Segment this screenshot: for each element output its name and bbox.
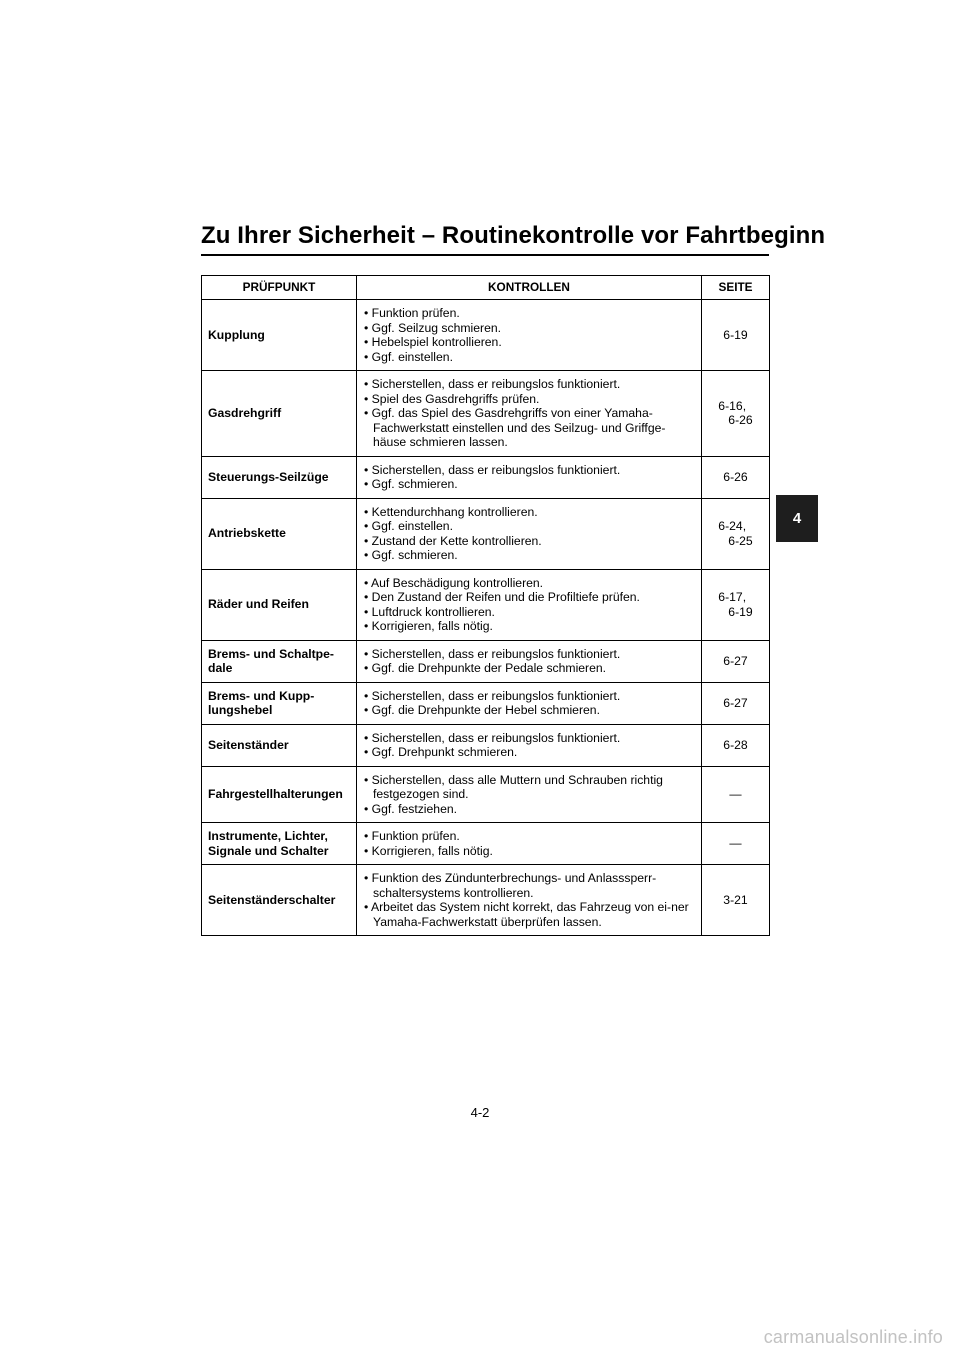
check-bullet: [364, 377, 695, 392]
check-bullet: [364, 900, 695, 929]
check-text: Den Zustand der Reifen und die Profiltiefe prüfen.: [371, 590, 640, 604]
check-text: Hebelspiel kontrollieren.: [371, 335, 502, 349]
page-reference-line: 6-24,: [718, 519, 747, 533]
check-text: Funktion prüfen.: [371, 829, 460, 843]
check-text: Korrigieren, falls nötig.: [371, 843, 493, 858]
check-text: Ggf. Seilzug schmieren.: [371, 320, 502, 335]
page-reference-line: 6-19: [728, 604, 753, 619]
bullet-dot: •: [364, 619, 372, 633]
page-reference: 6-27: [723, 695, 748, 710]
bullet-dot: •: [364, 335, 372, 349]
table-row: [202, 766, 770, 823]
page-ref-cell: [702, 498, 770, 569]
check-item: Instrumente, Lichter, Signale und Schalter: [202, 823, 357, 865]
table-row: [202, 865, 770, 936]
page-ref-cell: [702, 371, 770, 457]
check-item: Räder und Reifen: [202, 569, 357, 640]
check-text: Sicherstellen, dass er reibungslos funktioniert.: [371, 688, 621, 703]
check-text: Funktion des Zündunterbrechungs- und Anlasssperr-schaltersystems kontrollieren.: [371, 871, 657, 900]
page-ref-cell: [702, 865, 770, 936]
check-item: Seitenständerschalter: [202, 865, 357, 936]
table-row: [202, 569, 770, 640]
bullet-dot: •: [364, 829, 372, 843]
page-ref-cell: [702, 456, 770, 498]
check-item: Gasdrehgriff: [202, 371, 357, 457]
page-reference: 3-21: [723, 892, 748, 907]
bullet-dot: •: [364, 772, 372, 787]
check-text: Kettendurchhang kontrollieren.: [371, 504, 538, 519]
page-ref-cell: [702, 640, 770, 682]
bullet-dot: •: [364, 533, 372, 548]
page-reference-line: 6-16,: [718, 398, 747, 413]
check-text: Luftdruck kontrollieren.: [371, 604, 495, 619]
bullet-dot: •: [364, 519, 372, 533]
table-row: [202, 724, 770, 766]
header-kontrollen: KONTROLLEN: [357, 276, 702, 300]
check-list: [357, 456, 702, 498]
check-text: Arbeitet das System nicht korrekt, das Fahrzeug von ei-ner Yamaha-Fachwerkstatt überprüfen lassen.: [370, 900, 689, 929]
check-bullet: [364, 829, 695, 844]
check-text: Sicherstellen, dass er reibungslos funktioniert.: [371, 646, 621, 661]
page-ref-cell: [702, 766, 770, 823]
check-list: [357, 766, 702, 823]
bullet-dot: •: [364, 646, 372, 661]
table-body: [202, 300, 770, 936]
bullet-dot: •: [364, 703, 372, 717]
check-bullet: [364, 350, 695, 365]
watermark: carmanualsonline.info: [763, 1327, 943, 1347]
check-bullet: [364, 773, 695, 802]
page-reference-line: 6-17,: [718, 590, 747, 604]
bullet-dot: •: [364, 730, 372, 745]
bullet-dot: •: [364, 320, 372, 335]
check-bullet: [364, 548, 695, 563]
chapter-tab: 4: [776, 495, 818, 542]
page-reference: [718, 519, 752, 548]
check-text: Ggf. das Spiel des Gasdrehgriffs von einer Yamaha-Fachwerkstatt einstellen und des Seilzug- und Griffge-häuse schmieren lassen.: [371, 406, 666, 449]
page-reference: —: [729, 787, 742, 801]
check-bullet: [364, 392, 695, 407]
check-list: [357, 823, 702, 865]
bullet-dot: •: [364, 688, 372, 703]
bullet-dot: •: [364, 801, 372, 816]
table-row: [202, 300, 770, 371]
page-number: 4-2: [470, 1105, 490, 1120]
check-item: Steuerungs-Seilzüge: [202, 456, 357, 498]
check-item: Fahrgestellhalterungen: [202, 766, 357, 823]
bullet-dot: •: [364, 661, 372, 675]
bullet-dot: •: [364, 900, 371, 914]
check-text: Sicherstellen, dass er reibungslos funktioniert.: [371, 730, 621, 745]
page-reference: 6-26: [723, 469, 748, 484]
check-bullet: [364, 406, 695, 450]
checklist-table: [201, 275, 770, 936]
check-bullet: [364, 505, 695, 520]
check-text: Ggf. Drehpunkt schmieren.: [371, 745, 518, 759]
check-bullet: [364, 590, 695, 605]
table-row: [202, 498, 770, 569]
page-ref-cell: [702, 300, 770, 371]
bullet-dot: •: [364, 745, 372, 759]
table-row: [202, 371, 770, 457]
bullet-dot: •: [364, 349, 372, 364]
check-text: Ggf. einstellen.: [371, 349, 453, 364]
check-bullet: [364, 802, 695, 817]
check-list: [357, 300, 702, 371]
check-list: [357, 498, 702, 569]
check-text: Ggf. einstellen.: [371, 519, 453, 533]
check-bullet: [364, 647, 695, 662]
bullet-dot: •: [364, 391, 372, 406]
page-reference: [718, 590, 752, 619]
bullet-dot: •: [364, 575, 371, 590]
bullet-dot: •: [364, 462, 372, 477]
page-reference: [718, 399, 752, 428]
bullet-dot: •: [364, 306, 372, 320]
table-row: [202, 682, 770, 724]
check-bullet: [364, 477, 695, 492]
check-text: Ggf. schmieren.: [371, 477, 458, 491]
bullet-dot: •: [364, 843, 372, 858]
check-list: [357, 371, 702, 457]
check-bullet: [364, 321, 695, 336]
bullet-dot: •: [364, 406, 372, 420]
check-bullet: [364, 745, 695, 760]
page-reference: —: [729, 836, 742, 851]
check-text: Korrigieren, falls nötig.: [371, 619, 493, 633]
check-bullet: [364, 605, 695, 620]
check-list: [357, 640, 702, 682]
check-text: Zustand der Kette kontrollieren.: [371, 533, 542, 548]
check-text: Funktion prüfen.: [371, 306, 460, 320]
check-bullet: [364, 519, 695, 534]
page-reference: 6-28: [723, 737, 748, 752]
check-bullet: [364, 335, 695, 350]
check-text: Ggf. festziehen.: [371, 801, 458, 816]
check-text: Ggf. schmieren.: [371, 548, 458, 562]
header-seite: SEITE: [702, 276, 770, 300]
check-bullet: [364, 534, 695, 549]
table-row: [202, 640, 770, 682]
check-bullet: [364, 871, 695, 900]
check-text: Ggf. die Drehpunkte der Hebel schmieren.: [371, 703, 600, 717]
bullet-dot: •: [364, 377, 372, 391]
page-ref-cell: [702, 724, 770, 766]
check-text: Sicherstellen, dass er reibungslos funktioniert.: [371, 462, 621, 477]
check-bullet: [364, 463, 695, 478]
page-reference-line: 6-25: [728, 533, 753, 548]
bullet-dot: •: [364, 871, 372, 885]
check-text: Sicherstellen, dass er reibungslos funktioniert.: [371, 377, 621, 391]
check-text: Auf Beschädigung kontrollieren.: [370, 575, 544, 590]
check-item: Brems- und Schaltpe-dale: [202, 640, 357, 682]
table-header-row: [202, 276, 770, 300]
check-bullet: [364, 619, 695, 634]
check-list: [357, 724, 702, 766]
check-text: Spiel des Gasdrehgriffs prüfen.: [371, 391, 540, 406]
table-row: [202, 823, 770, 865]
page-title: Zu Ihrer Sicherheit – Routinekontrolle vor Fahrtbeginn: [201, 222, 826, 249]
check-item: Kupplung: [202, 300, 357, 371]
check-bullet: [364, 661, 695, 676]
page-reference: 6-19: [723, 327, 748, 342]
check-list: [357, 865, 702, 936]
page-ref-cell: [702, 682, 770, 724]
page-ref-cell: [702, 823, 770, 865]
table-row: [202, 456, 770, 498]
check-text: Sicherstellen, dass alle Muttern und Schrauben richtig festgezogen sind.: [371, 772, 663, 801]
check-list: [357, 682, 702, 724]
bullet-dot: •: [364, 548, 372, 562]
check-bullet: [364, 703, 695, 718]
bullet-dot: •: [364, 590, 372, 604]
check-item: Antriebskette: [202, 498, 357, 569]
check-bullet: [364, 844, 695, 859]
header-pruefpunkt: PRÜFPUNKT: [202, 276, 357, 300]
check-bullet: [364, 731, 695, 746]
check-item: Brems- und Kupp-lungshebel: [202, 682, 357, 724]
check-text: Ggf. die Drehpunkte der Pedale schmieren.: [371, 661, 607, 675]
title-underline: [201, 254, 769, 256]
bullet-dot: •: [364, 504, 372, 519]
check-item: Seitenständer: [202, 724, 357, 766]
check-bullet: [364, 576, 695, 591]
page-reference-line: 6-26: [728, 413, 753, 428]
bullet-dot: •: [364, 604, 372, 619]
page-ref-cell: [702, 569, 770, 640]
bullet-dot: •: [364, 477, 372, 491]
check-list: [357, 569, 702, 640]
page-reference: 6-27: [723, 653, 748, 668]
check-bullet: [364, 689, 695, 704]
check-bullet: [364, 306, 695, 321]
